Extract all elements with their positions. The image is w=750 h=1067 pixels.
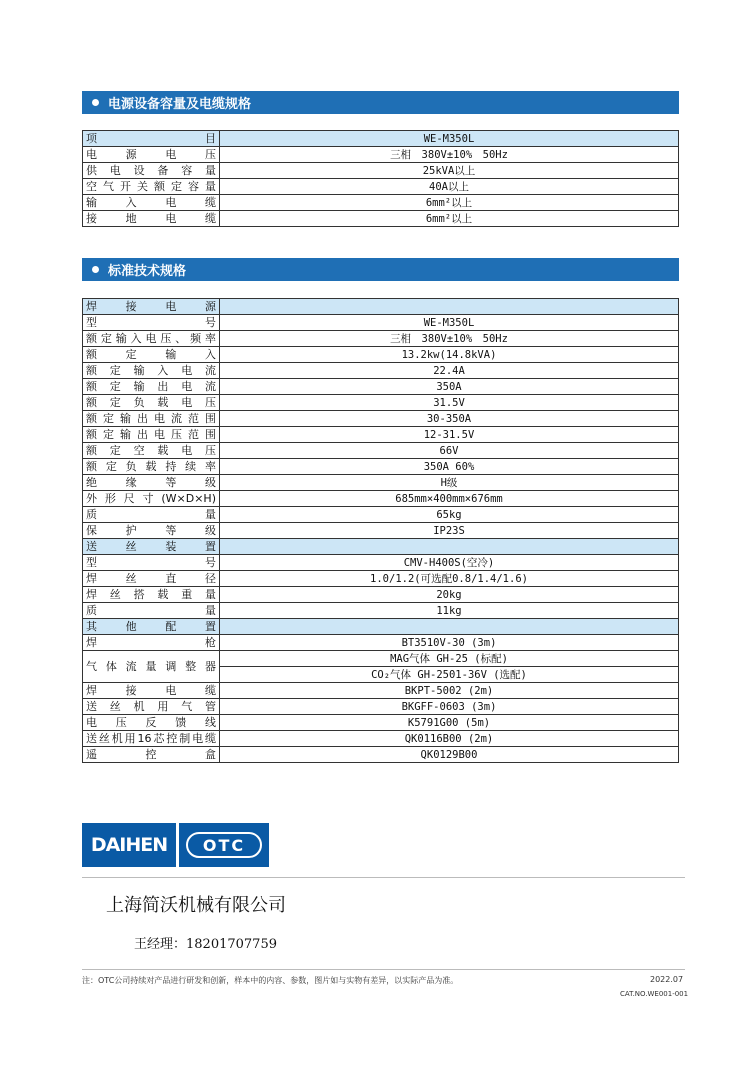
spec-key: 额定输出电流范围 — [83, 411, 220, 427]
table-row — [83, 747, 679, 763]
power-cable-spec-table — [82, 130, 679, 227]
spec-key: 气体流量调整器 — [83, 651, 220, 683]
spec-key: 额定负载电压 — [83, 395, 220, 411]
spec-value — [220, 299, 679, 315]
table-row — [83, 715, 679, 731]
table-row — [83, 651, 679, 667]
footnote: 注：OTC公司持续对产品进行研发和创新，样本中的内容、参数，图片如与实物有差异，以实际产品为准。 — [82, 976, 459, 985]
spec-key: 电源电压 — [83, 147, 220, 163]
spec-value: 6mm²以上 — [220, 195, 679, 211]
table-row — [83, 683, 679, 699]
table-row — [83, 427, 679, 443]
spec-value: 66V — [220, 443, 679, 459]
spec-key: 焊丝搭载重量 — [83, 587, 220, 603]
manager-contact: 王经理：18201707759 — [134, 937, 277, 952]
spec-key: 额定输出电压范围 — [83, 427, 220, 443]
table-row — [83, 163, 679, 179]
spec-key: 送丝装置 — [83, 539, 220, 555]
spec-key: 额定输入 — [83, 347, 220, 363]
spec-value: CMV-H400S(空冷) — [220, 555, 679, 571]
spec-value: 25kVA以上 — [220, 163, 679, 179]
table-row — [83, 571, 679, 587]
publish-date: 2022.07 — [650, 975, 684, 984]
divider — [82, 969, 685, 970]
table-row — [83, 379, 679, 395]
otc-logo-text: OTC — [186, 832, 262, 858]
table-row — [83, 603, 679, 619]
spec-key: 接地电缆 — [83, 211, 220, 227]
brand-logos — [82, 823, 269, 867]
table-row — [83, 363, 679, 379]
otc-logo — [179, 823, 269, 867]
table-row — [83, 331, 679, 347]
spec-value: 65kg — [220, 507, 679, 523]
spec-key: 型号 — [83, 315, 220, 331]
table-row — [83, 491, 679, 507]
table-row — [83, 507, 679, 523]
section-title: 电源设备容量及电缆规格 — [108, 97, 252, 112]
spec-key: 焊丝直径 — [83, 571, 220, 587]
spec-value: 三相 380V±10% 50Hz — [220, 331, 679, 347]
spec-key: 供电设备容量 — [83, 163, 220, 179]
technical-spec-table — [82, 298, 679, 763]
spec-value: 11kg — [220, 603, 679, 619]
spec-value: 350A — [220, 379, 679, 395]
table-row — [83, 731, 679, 747]
table-row — [83, 555, 679, 571]
spec-value — [220, 539, 679, 555]
spec-key: 额定负载持续率 — [83, 459, 220, 475]
spec-value: 1.0/1.2(可选配0.8/1.4/1.6) — [220, 571, 679, 587]
table-row — [83, 587, 679, 603]
spec-key: 送丝机用气管 — [83, 699, 220, 715]
table-row — [83, 211, 679, 227]
table-row — [83, 299, 679, 315]
spec-value: 40A以上 — [220, 179, 679, 195]
spec-value: WE-M350L — [220, 131, 679, 147]
section-header-power — [82, 91, 679, 114]
spec-key: 其他配置 — [83, 619, 220, 635]
section-title: 标准技术规格 — [108, 264, 187, 279]
spec-key: 外形尺寸(W×D×H) — [83, 491, 220, 507]
bullet-icon — [92, 266, 99, 273]
daihen-logo: DAIHEN — [82, 823, 176, 867]
spec-value: 13.2kw(14.8kVA) — [220, 347, 679, 363]
spec-value: 三相 380V±10% 50Hz — [220, 147, 679, 163]
spec-key: 空气开关额定容量 — [83, 179, 220, 195]
spec-key: 焊接电缆 — [83, 683, 220, 699]
table-row — [83, 315, 679, 331]
spec-key: 保护等级 — [83, 523, 220, 539]
table-row — [83, 635, 679, 651]
spec-key: 输入电缆 — [83, 195, 220, 211]
spec-value — [220, 619, 679, 635]
table-row — [83, 131, 679, 147]
company-name: 上海简沃机械有限公司 — [106, 895, 286, 916]
catalog-number: CAT.NO.WE001-001 — [620, 990, 689, 998]
table-row — [83, 523, 679, 539]
divider — [82, 877, 685, 878]
spec-value: H级 — [220, 475, 679, 491]
table-row — [83, 475, 679, 491]
spec-key: 绝缘等级 — [83, 475, 220, 491]
spec-value: BKGFF-0603 (3m) — [220, 699, 679, 715]
spec-key: 质量 — [83, 507, 220, 523]
spec-key: 质量 — [83, 603, 220, 619]
section-header-specs — [82, 258, 679, 281]
table-row — [83, 443, 679, 459]
table-row — [83, 699, 679, 715]
spec-value: 22.4A — [220, 363, 679, 379]
spec-value: 31.5V — [220, 395, 679, 411]
spec-value: MAG气体 GH-25 (标配) — [220, 651, 679, 667]
spec-value: BT3510V-30 (3m) — [220, 635, 679, 651]
spec-key: 遥控盒 — [83, 747, 220, 763]
table-row — [83, 347, 679, 363]
spec-key: 额定输入电压、频率 — [83, 331, 220, 347]
spec-value: 30-350A — [220, 411, 679, 427]
bullet-icon — [92, 99, 99, 106]
spec-key: 焊接电源 — [83, 299, 220, 315]
spec-value: 20kg — [220, 587, 679, 603]
spec-value: 6mm²以上 — [220, 211, 679, 227]
spec-key: 额定输入电流 — [83, 363, 220, 379]
spec-value: IP23S — [220, 523, 679, 539]
spec-key: 型号 — [83, 555, 220, 571]
table-row — [83, 411, 679, 427]
spec-value: BKPT-5002 (2m) — [220, 683, 679, 699]
table-row — [83, 619, 679, 635]
table-row — [83, 195, 679, 211]
table-row — [83, 147, 679, 163]
table-row — [83, 459, 679, 475]
spec-value: 685mm×400mm×676mm — [220, 491, 679, 507]
spec-value: CO₂气体 GH-2501-36V (选配) — [220, 667, 679, 683]
spec-key: 电压反馈线 — [83, 715, 220, 731]
spec-value: QK0116B00 (2m) — [220, 731, 679, 747]
spec-value: 12-31.5V — [220, 427, 679, 443]
table-row — [83, 395, 679, 411]
spec-key: 额定输出电流 — [83, 379, 220, 395]
spec-value: WE-M350L — [220, 315, 679, 331]
table-row — [83, 539, 679, 555]
spec-key: 项目 — [83, 131, 220, 147]
spec-value: 350A 60% — [220, 459, 679, 475]
spec-key: 额定空载电压 — [83, 443, 220, 459]
spec-key: 焊枪 — [83, 635, 220, 651]
spec-value: K5791G00 (5m) — [220, 715, 679, 731]
spec-value: QK0129B00 — [220, 747, 679, 763]
table-row — [83, 179, 679, 195]
spec-key: 送丝机用16芯控制电缆 — [83, 731, 220, 747]
